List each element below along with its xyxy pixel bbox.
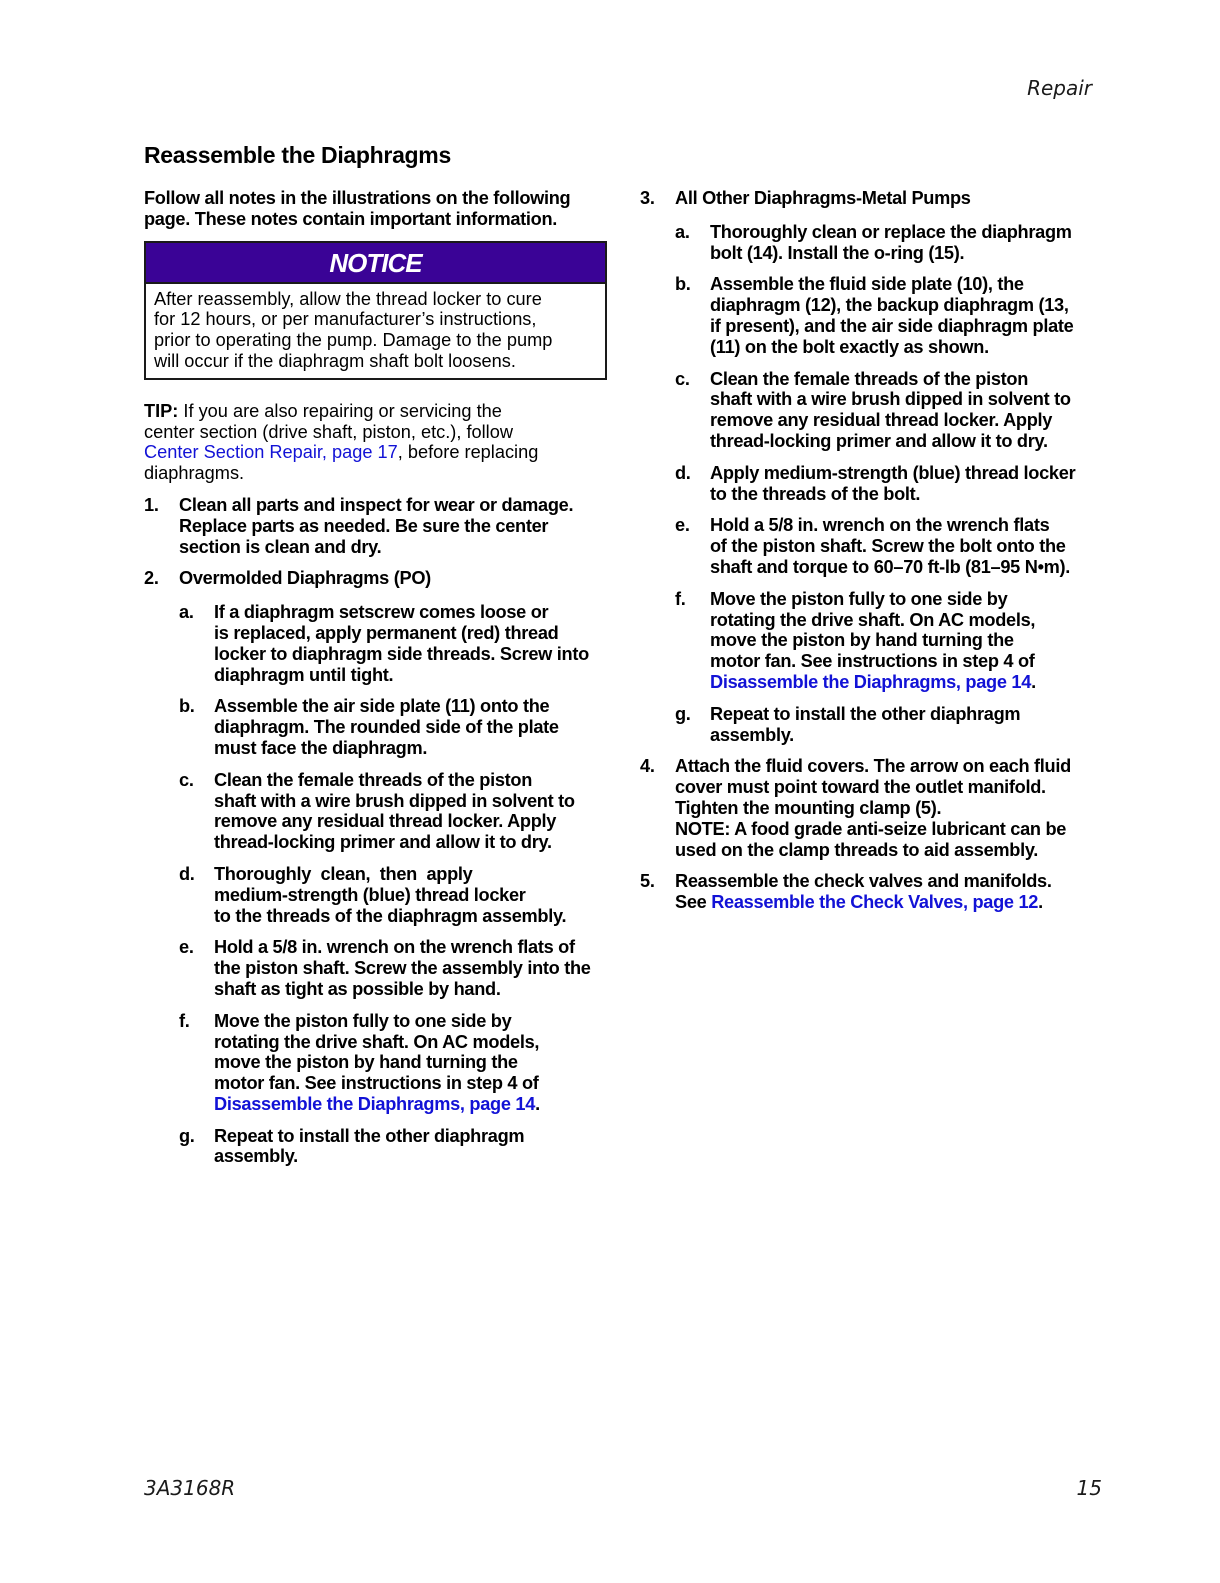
step-title: Overmolded Diaphragms (PO) [179,568,431,589]
right-column [640,188,1100,913]
substep-letter: c. [179,769,194,790]
substep-line: diaphragm until tight. [214,664,394,685]
step-number: 2. [144,568,159,589]
step-3 [640,188,1100,745]
step-line: section is clean and dry. [179,536,382,557]
substep-line: motor fan. See instructions in step 4 of [710,651,1035,672]
substep-line: move the piston by hand turning the [214,1052,518,1073]
substep-line: shaft with a wire brush dipped in solvent to [710,389,1071,410]
substep-letter: a. [675,221,690,242]
substep-line: diaphragm (12), the backup diaphragm (13, [710,295,1069,316]
substep-line: bolt (14). Install the o-ring (15). [710,242,965,263]
running-header: Repair [1027,76,1092,100]
step-2 [144,568,608,1167]
substep-3g [675,704,1100,746]
substep-line: diaphragm. The rounded side of the plate [214,717,559,738]
substep-letter: b. [675,274,691,295]
substep-line: if present), and the air side diaphragm plate [710,315,1074,336]
substep-letter: a. [179,602,194,623]
substep-line: is replaced, apply permanent (red) thread [214,622,559,643]
substep-line: rotating the drive shaft. On AC models, [710,609,1036,630]
substep-line: Move the piston fully to one side by [710,588,1008,609]
notice-box [144,241,607,380]
substep-line: Thoroughly clean, then apply [214,863,473,884]
substep-letter: g. [179,1125,195,1146]
substep-line: remove any residual thread locker. Apply [710,410,1053,431]
substep-line: thread-locking primer and allow it to dry. [710,430,1048,451]
notice-line: After reassembly, allow the thread locker to cure [154,288,542,309]
substep-letter: e. [179,937,194,958]
substep-line: Repeat to install the other diaphragm [710,703,1021,724]
substep-letter: b. [179,696,195,717]
step-line: Clean all parts and inspect for wear or damage. [179,494,574,515]
disassemble-diaphragms-link[interactable]: Disassemble the Diaphragms, page 14 [214,1093,536,1114]
tip-text: If you are also repairing or servicing the [178,400,502,421]
substep-line: Assemble the fluid side plate (10), the [710,274,1024,295]
tip-text: center section (drive shaft, piston, etc.), follow [144,421,513,442]
footer-doc-number: 3A3168R [144,1476,236,1500]
substep-line: Move the piston fully to one side by [214,1010,512,1031]
step-title: All Other Diaphragms-Metal Pumps [675,188,971,208]
step-line: cover must point toward the outlet manifold. [675,777,1046,798]
step-line: Tighten the mounting clamp (5). [675,797,942,818]
substep-line: shaft as tight as possible by hand. [214,978,501,999]
substep-line: assembly. [214,1146,298,1167]
substep-2b [179,696,608,758]
link-punctuation: . [535,1093,540,1114]
tip-text: diaphragms. [144,463,245,484]
substep-3d [675,463,1100,505]
substep-line: Hold a 5/8 in. wrench on the wrench flats of [214,937,575,958]
substep-2e [179,937,608,999]
substep-letter: e. [675,515,690,536]
disassemble-diaphragms-link[interactable]: Disassemble the Diaphragms, page 14 [710,671,1032,692]
substep-line: medium-strength (blue) thread locker [214,884,526,905]
substep-line: motor fan. See instructions in step 4 of [214,1073,539,1094]
substep-letter: c. [675,368,690,389]
substep-line: If a diaphragm setscrew comes loose or [214,602,549,623]
substep-line: thread-locking primer and allow it to dry. [214,832,552,853]
reassemble-check-valves-link[interactable]: Reassemble the Check Valves, page 12 [711,892,1039,913]
substep-line: shaft with a wire brush dipped in solvent to [214,790,575,811]
tip-paragraph [144,401,608,484]
substep-2d [179,864,608,926]
substep-line: (11) on the bolt exactly as shown. [710,336,989,357]
substep-3f [675,589,1100,693]
step-line: Replace parts as needed. Be sure the center [179,515,549,536]
notice-line: will occur if the diaphragm shaft bolt loosens. [154,350,516,371]
step-line: See [675,892,712,913]
step-number: 5. [640,871,655,892]
notice-line: for 12 hours, or per manufacturer’s instructions, [154,309,537,330]
substep-line: Clean the female threads of the piston [710,368,1029,389]
step-4 [640,756,1100,860]
substep-line: to the threads of the diaphragm assembly. [214,905,567,926]
substep-3c [675,369,1100,452]
substep-line: assembly. [710,724,794,745]
step-1 [144,495,608,557]
section-title: Reassemble the Diaphragms [144,142,451,168]
substep-3a [675,222,1100,264]
step-number: 3. [640,188,655,208]
step-line: NOTE: A food grade anti-seize lubricant can be [675,818,1067,839]
substep-line: of the piston shaft. Screw the bolt onto the [710,536,1066,557]
step-line: Attach the fluid covers. The arrow on each fluid [675,756,1071,777]
tip-text: , before replacing [397,442,539,463]
step-number: 1. [144,494,159,515]
substep-line: Repeat to install the other diaphragm [214,1125,525,1146]
intro-line: page. These notes contain important information. [144,208,558,229]
intro-paragraph [144,188,608,230]
substep-2a [179,602,608,685]
step-line: Reassemble the check valves and manifolds. [675,871,1052,892]
substep-line: Thoroughly clean or replace the diaphragm [710,221,1072,242]
tip-label: TIP: [144,400,179,421]
substep-line: must face the diaphragm. [214,737,428,758]
substep-line: Hold a 5/8 in. wrench on the wrench flats [710,515,1050,536]
notice-body [146,284,605,378]
substep-line: to the threads of the bolt. [710,483,921,504]
substep-2g [179,1126,608,1168]
substep-line: Apply medium-strength (blue) thread locker [710,462,1076,483]
substep-line: the piston shaft. Screw the assembly into the [214,958,591,979]
substep-line: move the piston by hand turning the [710,630,1014,651]
footer-page-number: 15 [1076,1476,1102,1500]
substep-line: Clean the female threads of the piston [214,769,533,790]
notice-heading: NOTICE [146,243,605,284]
substep-3e [675,515,1100,577]
substep-letter: f. [179,1010,190,1031]
center-section-repair-link[interactable]: Center Section Repair, page 17 [144,442,398,463]
step-5 [640,871,1100,913]
link-punctuation: . [1031,671,1036,692]
substep-letter: f. [675,588,686,609]
step-number: 4. [640,756,655,777]
substep-line: rotating the drive shaft. On AC models, [214,1031,540,1052]
step-line: used on the clamp threads to aid assembly. [675,839,1039,860]
left-column [144,188,608,1167]
substep-3b [675,274,1100,357]
substep-letter: d. [179,863,195,884]
notice-line: prior to operating the pump. Damage to the pump [154,330,553,351]
substep-line: Assemble the air side plate (11) onto the [214,696,550,717]
substep-2f [179,1011,608,1115]
substep-line: remove any residual thread locker. Apply [214,811,557,832]
substep-line: locker to diaphragm side threads. Screw into [214,643,589,664]
substep-letter: g. [675,703,691,724]
intro-line: Follow all notes in the illustrations on the following [144,188,571,208]
substep-2c [179,770,608,853]
substep-letter: d. [675,462,691,483]
substep-line: shaft and torque to 60–70 ft-lb (81–95 N•m). [710,556,1071,577]
link-punctuation: . [1038,892,1043,913]
